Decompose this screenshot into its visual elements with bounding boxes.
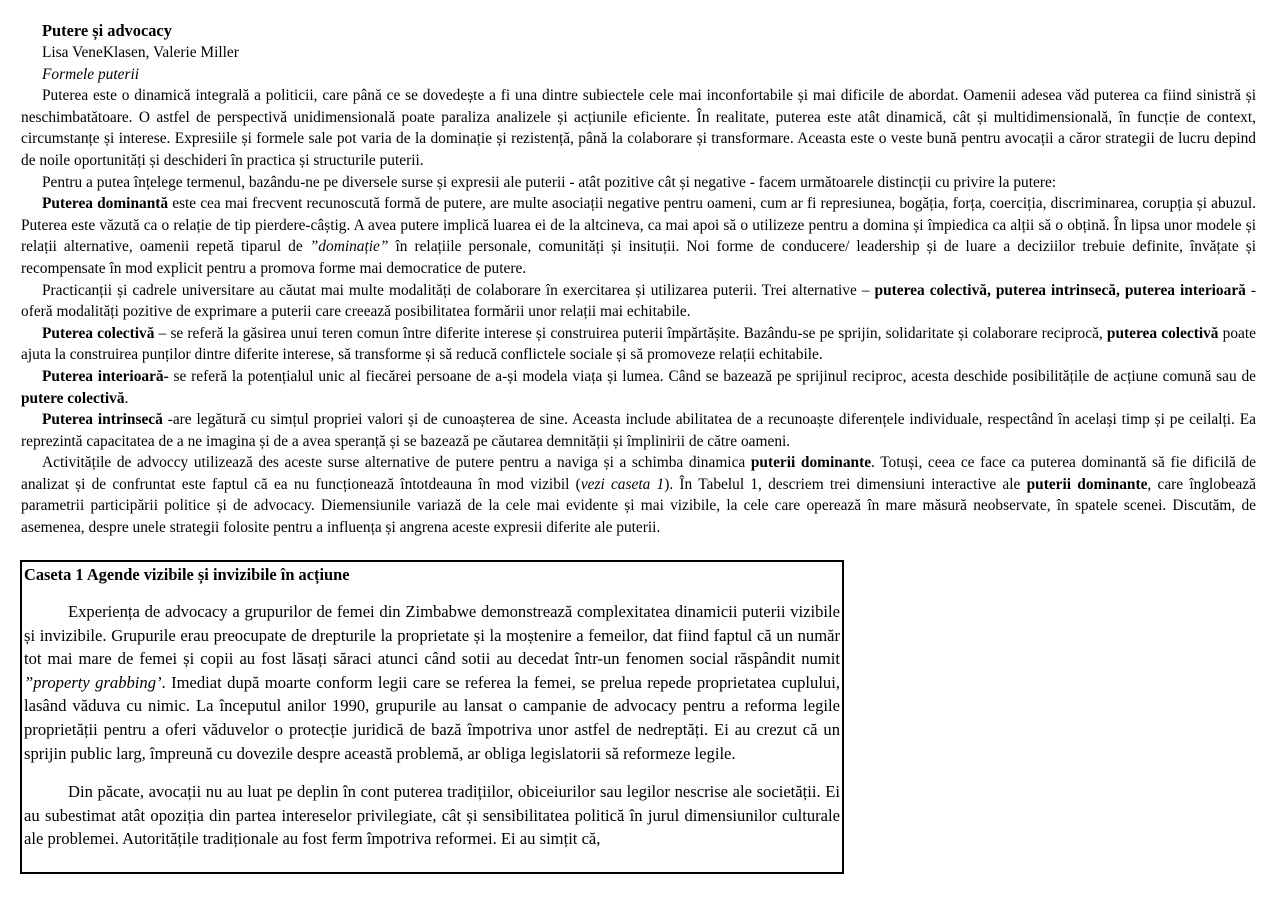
document-title: Putere și advocacy <box>42 21 172 40</box>
term-collective-power: puterea colectivă <box>1106 324 1219 342</box>
case-box-title: Caseta 1 Agende vizibile și invizibile în acțiune <box>24 565 350 584</box>
paragraph-distinctions: Pentru a putea înțelege termenul, bazându-ne pe diversele surse și expresii ale puterii - atât pozitive cât și negative - facem următoarele distincții cu privire la putere: <box>42 173 1057 191</box>
term-dominatie: ”dominație” <box>309 238 389 256</box>
section-subtitle: Formele puterii <box>42 65 140 83</box>
text-span: în relațiile personale, comunități și insituții. Noi forme de conducere/ leadership și de luare a deciziilor trebuie definite, învățate și recompensate în mod explicit pentru a promova forme mai democratice de putere. <box>21 238 1256 277</box>
text-span: – se referă la găsirea unui teren comun între diferite interese și construirea puterii împărtășite. Bazându-se pe sprijin, solidaritate și colaborare reciprocă, <box>154 324 1107 342</box>
term-intrinsic-power: Puterea intrinsecă <box>42 411 163 429</box>
text-span: . <box>124 389 129 407</box>
text-span: ). În Tabelul 1, descriem trei dimensiuni interactive ale <box>664 475 1027 493</box>
term-dominant-power: Puterea dominantă <box>42 195 169 213</box>
case-box-1 <box>20 560 844 874</box>
reference-box-1: vezi caseta 1 <box>580 475 665 493</box>
paragraph-dominant-power <box>21 193 1256 279</box>
paragraph-intro: Puterea este o dinamică integrală a politicii, care până ce se dovedește a fi una dintre subiectele cele mai inconfortabile și mai dificile de abordat. Oamenii adesea văd puterea ca fiind sinistră și neschimbatătoare. O astfel de perspectivă unidimensională poate paraliza analizele și acțiunile eficiente. În realitate, puterea este atât dinamică, cât și multidimensională, în funcție de context, circumstanțe și interese. Expresiile și formele sale pot varia de la dominație și rezistență, până la colaborare și transformare. Aceasta este o veste bună pentru avocații a căror strategii de lucru depind de noile oportunități și deschideri în practica și structurile puterii. <box>21 87 1256 169</box>
text-span: Experiența de advocacy a grupurilor de femei din Zimbabwe demonstrează complexitatea dinamicii puterii vizibile și invizibile. Grupurile erau preocupate de drepturile la proprietate și la moștenire a femeilor, dat fiind faptul că un număr tot mai mare de femei și copii au fost lăsați săraci atunci când sotii au decedat într-un fenomen social răspândit numit <box>24 602 840 669</box>
paragraph-collective-power <box>21 323 1256 366</box>
paragraph-intrinsic-power <box>21 409 1256 452</box>
text-span: . Imediat după moarte conform legii care se referea la femei, se prelua repede proprietatea cuplului, lasând văduva cu nimic. La începutul anilor 1990, grupurile au lansat o campanie de advocacy pentru a reforma legile proprietății pentru a oferi văduvelor o protecție juridică de bază împotriva unor astfel de nedreptăți. Ei au crezut că un sprijin public larg, împreună cu dovezile despre această problemă, ar obliga legislatorii să reformeze legile. <box>24 672 840 763</box>
term-collective-power: Puterea colectivă <box>42 324 155 342</box>
term-dominant-power: puterii dominante <box>1026 475 1148 493</box>
document-body <box>21 19 1256 539</box>
term-collective-power: putere colectivă <box>21 389 125 407</box>
text-span: Practicanții și cadrele universitare au căutat mai multe modalități de colaborare în exercitarea și utilizarea puterii. Trei alternative – <box>42 281 875 299</box>
paragraph-alternatives <box>21 280 1256 323</box>
text-span: . Totuși, ceea ce face ca puterea dominantă să fie dificilă de analizat și de confruntat este faptul că ea nu funcționează întotdeauna în mod vizibil ( <box>21 454 1257 493</box>
paragraph-inner-power <box>21 366 1256 409</box>
text-span: se referă la potențialul unic al fiecărei persoane de a-și modela viața și lumea. Când se bazează pe sprijinul reciproc, acesta deschide posibilitățile de acțiune comună sau de <box>168 367 1257 385</box>
term-inner-power: Puterea interioară- <box>42 367 169 385</box>
paragraph-advocacy-activities <box>21 452 1256 538</box>
term-property-grabbing: ”property grabbing’ <box>24 672 162 692</box>
text-span: , care înglobează parametrii participării politice și de advocacy. Diemensiunile variază de la cele mai evidente și mai vizibile, la cele care operează în mare măsură neobservate, în spatele scenei. Discutăm, de asemenea, despre unele strategii folosite pentru a influența și angrena aceste expresii diferite ale puterii. <box>21 475 1257 537</box>
term-dominant-power: puterii dominante <box>750 454 872 472</box>
document-authors: Lisa VeneKlasen, Valerie Miller <box>42 44 239 61</box>
text-span: Activitățile de advoccy utilizează des aceste surse alternative de putere pentru a naviga și a schimba dinamica <box>42 454 751 472</box>
term-alternatives: puterea colectivă, puterea intrinsecă, puterea interioară <box>874 281 1246 299</box>
case-box-paragraph-2: Din păcate, avocații nu au luat pe deplin în cont puterea tradițiilor, obiceiurilor sau legilor nescrise ale societății. Ei au subestimat atât opoziția din partea intereselor privilegiate, cât și sensibilitatea politică în jurul dimensiunilor culturale ale problemei. Autoritățile tradiționale au fost ferm împotriva reformei. Ei au simțit că, <box>24 782 840 849</box>
text-span: este cea mai frecvent recunoscută formă de putere, are multe asociații negative pentru oameni, cum ar fi represiunea, bogăția, forța, coerciția, discriminarea, corupția și abuzul. Puterea este văzută ca o relație de tip pierdere-câștig. A avea putere implică luarea ei de la altcineva, ca mai apoi să o utilizeze pentru a domina și împiedica ca alții să o obțină. În lipsa unor modele și relații alternative, oamenii repetă tiparul de <box>21 195 1256 256</box>
text-span: poate ajuta la construirea punților dintre diferite interese, să transforme și să reducă conflictele sociale și să promoveze relații echitabile. <box>21 324 1256 364</box>
text-span: -are legătură cu simțul propriei valori și de cunoașterea de sine. Aceasta include abilitatea de a recunoaște diferențele individuale, respectând în același timp și pe ceilalți. Ea reprezintă capacitatea de a ne imagina și de a avea speranță și se bazează pe căutarea demnității și împlinirii de către oameni. <box>21 411 1256 450</box>
case-box-paragraph-1 <box>24 600 840 765</box>
text-span: - oferă modalități pozitive de exprimare a puterii care creează posibilitatea formării unor relații mai echitabile. <box>21 281 1256 321</box>
